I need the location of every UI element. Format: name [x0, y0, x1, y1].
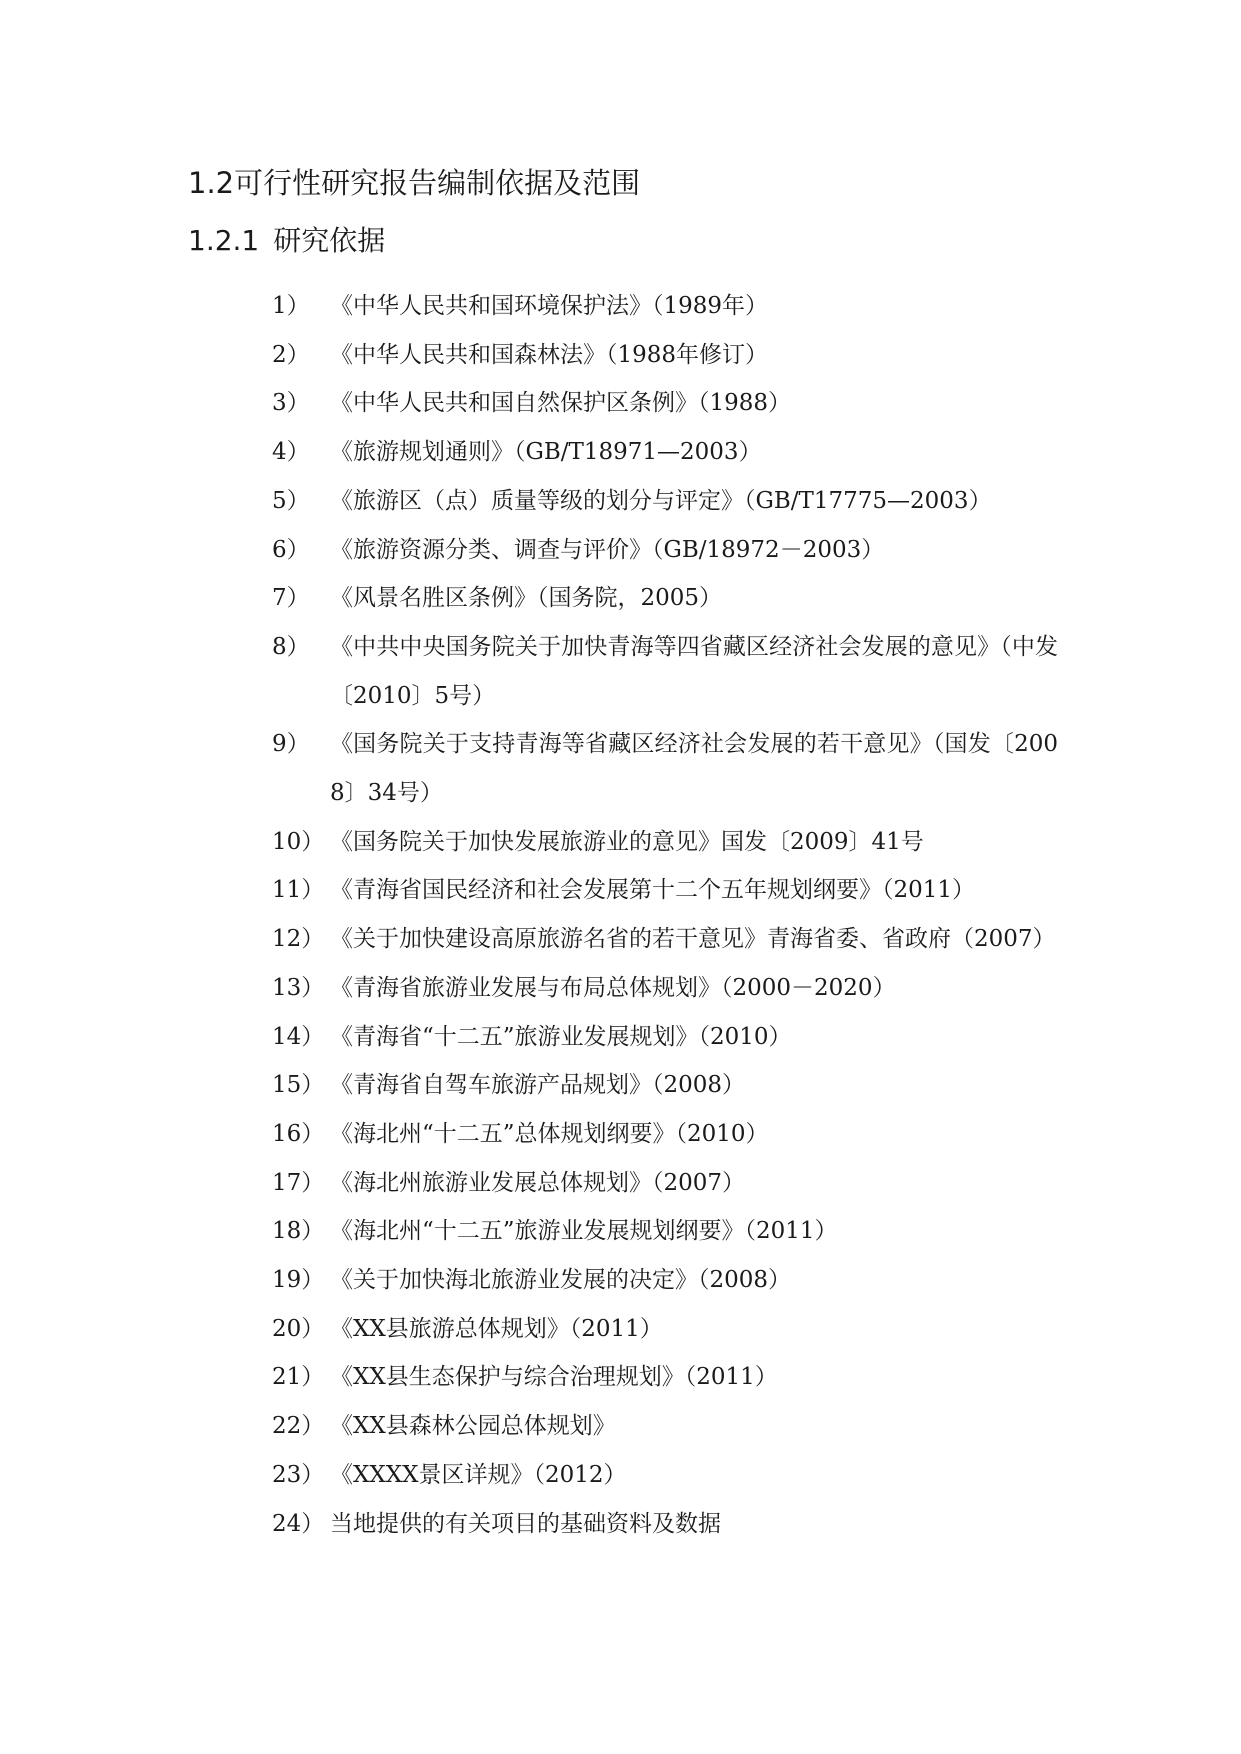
subsection-heading — [188, 221, 385, 261]
reference-text: 《XX县森林公园总体规划》 — [330, 1413, 616, 1440]
reference-number: 4） — [272, 439, 310, 466]
reference-number: 13） — [272, 974, 325, 1001]
subsection-number: 1.2.1 — [188, 224, 260, 257]
reference-item — [0, 379, 1241, 428]
reference-number: 16） — [272, 1120, 325, 1147]
reference-item — [0, 1256, 1241, 1305]
reference-text: 《XX县旅游总体规划》（2011） — [330, 1315, 663, 1342]
reference-number: 21） — [272, 1364, 325, 1391]
reference-number: 12） — [272, 926, 325, 953]
reference-item — [0, 623, 1241, 720]
reference-list — [0, 282, 1241, 1548]
reference-item — [0, 526, 1241, 575]
reference-item — [0, 720, 1241, 817]
reference-item — [0, 1207, 1241, 1256]
reference-number: 23） — [272, 1461, 325, 1488]
reference-number: 14） — [272, 1023, 325, 1050]
reference-number: 6） — [272, 536, 310, 563]
reference-item — [0, 477, 1241, 526]
reference-text: 《旅游规划通则》（GB/T18971—2003） — [330, 439, 762, 466]
reference-text: 《风景名胜区条例》（国务院，2005） — [330, 585, 723, 612]
reference-number: 24） — [272, 1510, 325, 1537]
reference-number: 19） — [272, 1267, 325, 1294]
reference-item — [0, 1305, 1241, 1354]
reference-number: 3） — [272, 390, 310, 417]
reference-item — [0, 1451, 1241, 1500]
reference-item — [0, 574, 1241, 623]
reference-item — [0, 964, 1241, 1013]
reference-text: 《关于加快建设高原旅游名省的若干意见》青海省委、省政府（2007） — [330, 926, 1056, 953]
reference-text: 《关于加快海北旅游业发展的决定》（2008） — [330, 1267, 792, 1294]
reference-text: 《海北州“十二五”旅游业发展规划纲要》（2011） — [330, 1218, 838, 1245]
reference-number: 18） — [272, 1218, 325, 1245]
reference-number: 5） — [272, 487, 310, 514]
reference-text: 《海北州旅游业发展总体规划》（2007） — [330, 1169, 746, 1196]
reference-text: 《旅游资源分类、调查与评价》（GB/18972－2003） — [330, 536, 885, 563]
reference-item — [0, 1500, 1241, 1549]
reference-item — [0, 1353, 1241, 1402]
reference-text: 《国务院关于加快发展旅游业的意见》国发〔2009〕41号 — [330, 828, 924, 855]
reference-text: 《XX县生态保护与综合治理规划》（2011） — [330, 1364, 778, 1391]
reference-text: 《中华人民共和国自然保护区条例》（1988） — [330, 390, 792, 417]
reference-number: 15） — [272, 1072, 325, 1099]
reference-text: 《中华人民共和国环境保护法》（1989年） — [330, 293, 769, 319]
reference-number: 8） — [272, 633, 310, 660]
reference-text: 《旅游区（点）质量等级的划分与评定》（GB/T17775—2003） — [330, 487, 992, 514]
reference-number: 10） — [272, 828, 325, 855]
reference-number: 2） — [272, 341, 310, 368]
reference-text: 当地提供的有关项目的基础资料及数据 — [330, 1510, 721, 1537]
reference-item — [0, 428, 1241, 477]
reference-number: 11） — [272, 877, 325, 904]
reference-text: 《中华人民共和国森林法》（1988年修订） — [330, 341, 769, 368]
reference-number: 1） — [272, 293, 310, 319]
reference-text: 《XXXX景区详规》（2012） — [330, 1461, 627, 1488]
reference-item — [0, 1061, 1241, 1110]
reference-item — [0, 866, 1241, 915]
reference-text: 《海北州“十二五”总体规划纲要》（2010） — [330, 1120, 769, 1147]
reference-text: 《青海省旅游业发展与布局总体规划》（2000－2020） — [330, 974, 896, 1001]
section-heading: 1.2可行性研究报告编制依据及范围 — [188, 166, 641, 200]
reference-item — [0, 331, 1241, 380]
reference-number: 20） — [272, 1315, 325, 1342]
reference-number: 22） — [272, 1413, 325, 1440]
reference-text: 《青海省自驾车旅游产品规划》（2008） — [330, 1072, 746, 1099]
reference-text: 《青海省“十二五”旅游业发展规划》（2010） — [330, 1023, 792, 1050]
reference-text: 《青海省国民经济和社会发展第十二个五年规划纲要》（2011） — [330, 877, 976, 904]
subsection-title: 研究依据 — [273, 224, 386, 257]
reference-item — [0, 282, 1241, 331]
reference-number: 9） — [272, 731, 310, 758]
reference-number: 7） — [272, 585, 310, 612]
reference-item — [0, 818, 1241, 867]
reference-item — [0, 1402, 1241, 1451]
reference-item — [0, 915, 1241, 964]
reference-item — [0, 1110, 1241, 1159]
reference-text: 《中共中央国务院关于加快青海等四省藏区经济社会发展的意见》（中发〔2010〕5号） — [330, 633, 1058, 709]
reference-item — [0, 1013, 1241, 1062]
reference-text: 《国务院关于支持青海等省藏区经济社会发展的若干意见》（国发〔2008〕34号） — [330, 731, 1058, 807]
reference-number: 17） — [272, 1169, 325, 1196]
reference-item — [0, 1159, 1241, 1208]
